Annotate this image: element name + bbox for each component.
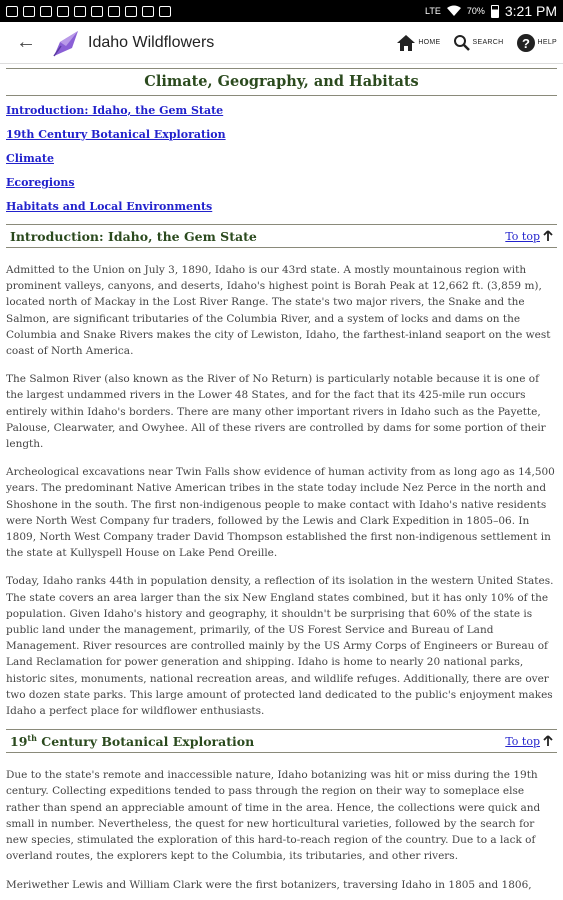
section-heading-botanical-exploration bbox=[6, 729, 557, 753]
arrow-up-icon bbox=[543, 230, 553, 242]
paragraph: Archeological excavations near Twin Falls show evidence of human activity from as long ago as 14,500 years. The predominant Native American tribes in the state today include Nez Perce in the north and Shoshone in the south. The first non-indigenous people to make contact with Idaho's native residents were North West Company fur traders, followed by the Lewis and Clark Expedition in 1805–06. In 1809, North West Company trader David Thompson established the first non-indigenous settlement in the state at Kullyspell House on Lake Pend Oreille. bbox=[6, 466, 555, 560]
arrow-up-icon bbox=[543, 735, 553, 747]
notification-icon bbox=[23, 6, 35, 17]
to-top-label[interactable]: To top bbox=[505, 229, 540, 243]
toc-link-habitats[interactable]: Habitats and Local Environments bbox=[6, 200, 213, 213]
app-title: Idaho Wildflowers bbox=[88, 33, 215, 51]
app-logo-icon bbox=[52, 28, 82, 58]
home-button[interactable] bbox=[396, 34, 440, 52]
wifi-icon bbox=[447, 5, 461, 17]
notification-icon bbox=[57, 6, 69, 17]
search-button[interactable] bbox=[453, 34, 504, 52]
section-title-rest: Century Botanical Exploration bbox=[36, 734, 255, 750]
help-label: HELP bbox=[537, 39, 557, 46]
notification-icon bbox=[6, 6, 18, 17]
paragraph: Today, Idaho ranks 44th in population density, a reflection of its isolation in the western United States. The state covers an area larger than the six New England states combined, but it has only 10% of the population. Given Idaho's history and geography, it shouldn't be surprising that 60% of the state is public land under the management, primarily, of the US Forest Service and Bureau of Land Management. River resources are controlled mainly by the US Army Corps of Engineers or Bureau of Land Reclamation for power generation and shipping. Idaho is home to nearly 20 national parks, historic sites, monuments, national recreation areas, and wildlife refuges. Additionally, there are over two dozen state parks. This large amount of protected land dedicated to the public's enjoyment makes Idaho a perfect place for wildflower enthusiasts. bbox=[6, 575, 554, 718]
notification-icons bbox=[6, 6, 171, 17]
search-label: SEARCH bbox=[472, 39, 504, 46]
to-top-link[interactable] bbox=[505, 230, 553, 243]
help-icon bbox=[516, 33, 536, 53]
clock: 3:21 PM bbox=[504, 3, 557, 19]
notification-icon bbox=[159, 6, 171, 17]
section-title-number: 19 bbox=[10, 734, 28, 750]
table-of-contents bbox=[0, 96, 563, 213]
notification-icon bbox=[142, 6, 154, 17]
notification-icon bbox=[40, 6, 52, 17]
section-heading-introduction bbox=[6, 224, 557, 248]
paragraph: Due to the state's remote and inaccessible nature, Idaho botanizing was hit or miss during the 19th century. Collecting expeditions tended to pass through the region on their way to someplace else rather than spend an appreciable amount of time in the area. Hence, the collections were quick and small in number. Nevertheless, the quest for new horticultural varieties, followed by the search for new species, stimulated the exploration of this hard-to-reach region of the country. Due to a lack of overland routes, the explorers kept to the Columbia, its tributaries, and other rivers. bbox=[6, 769, 541, 863]
toc-link-climate[interactable]: Climate bbox=[6, 152, 54, 165]
notification-icon bbox=[74, 6, 86, 17]
battery-icon bbox=[491, 5, 499, 18]
toc-link-ecoregions[interactable]: Ecoregions bbox=[6, 176, 75, 189]
paragraph: The Salmon River (also known as the River of No Return) is particularly notable because it is one of the largest undammed rivers in the Lower 48 States, and for the fact that its 425-mile run occurs entirely within Idaho's borders. There are many other important rivers in Idaho such as the Payette, Palouse, Clearwater, and Owyhee. All of these rivers are controlled by dams for some portion of their length. bbox=[6, 373, 546, 451]
help-button[interactable] bbox=[516, 33, 558, 53]
to-top-label[interactable]: To top bbox=[505, 734, 540, 748]
toc-link-botanical-exploration[interactable]: 19th Century Botanical Exploration bbox=[6, 128, 226, 141]
paragraph: Admitted to the Union on July 3, 1890, Idaho is our 43rd state. A mostly mountainous region with prominent valleys, canyons, and deserts, Idaho's highest point is Borah Peak at 12,662 ft. (3,859 m), located north of Mackay in the Lost River Range. The state's two major rivers, the Snake and the Salmon, are significant tributaries of the Columbia River, and a system of locks and dams on the Columbia and Snake Rivers makes the city of Lewiston, Idaho, the farthest-inland seaport on the west coast of North America. bbox=[6, 264, 551, 358]
notification-icon bbox=[125, 6, 137, 17]
network-label: LTE bbox=[425, 6, 441, 16]
battery-percent: 70% bbox=[466, 6, 485, 16]
notification-icon bbox=[91, 6, 103, 17]
app-bar bbox=[0, 22, 563, 64]
status-bar bbox=[0, 0, 563, 22]
toc-link-introduction[interactable]: Introduction: Idaho, the Gem State bbox=[6, 104, 224, 117]
paragraph: Meriwether Lewis and William Clark were the first botanizers, traversing Idaho in 1805 and 1806, bbox=[6, 878, 532, 891]
section-title bbox=[10, 733, 254, 749]
home-icon bbox=[396, 34, 416, 52]
svg-text:?: ? bbox=[521, 35, 530, 51]
home-label: HOME bbox=[418, 39, 441, 46]
back-arrow-icon[interactable]: ← bbox=[16, 31, 36, 53]
notification-icon bbox=[108, 6, 120, 17]
page-title: Climate, Geography, and Habitats bbox=[144, 73, 419, 90]
section-title-suffix: th bbox=[27, 733, 37, 744]
section-title: Introduction: Idaho, the Gem State bbox=[10, 228, 257, 244]
search-icon bbox=[453, 34, 471, 52]
to-top-link[interactable] bbox=[505, 735, 553, 748]
article-content bbox=[0, 64, 563, 900]
